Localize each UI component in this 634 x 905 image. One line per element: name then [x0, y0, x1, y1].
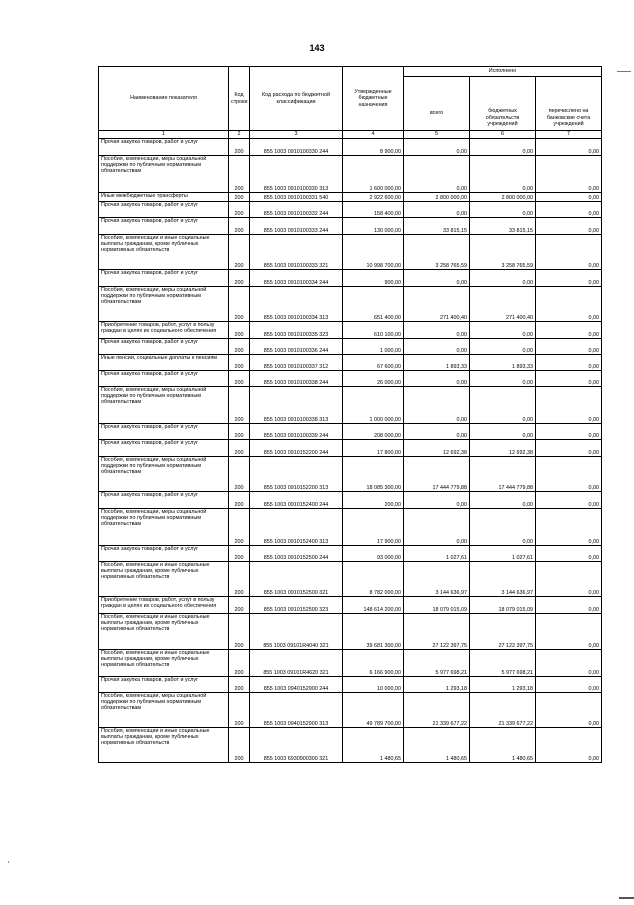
table-row: [99, 371, 602, 387]
budget-obligations-cell: 0,00: [470, 492, 536, 509]
approved-amount-cell: 651 400,00: [343, 287, 404, 322]
table-row: [99, 546, 602, 562]
scan-edge-mark: [617, 71, 631, 72]
table-row: [99, 424, 602, 440]
executed-total-cell: 21 339 677,22: [404, 693, 470, 728]
bank-accounts-cell: 0,00: [536, 202, 602, 218]
table-row: [99, 287, 602, 322]
column-number: 5: [404, 131, 470, 139]
column-number: 4: [343, 131, 404, 139]
line-code-cell: 200: [229, 440, 250, 457]
budget-obligations-cell: 21 339 677,22: [470, 693, 536, 728]
expense-code-cell: 855 1003 0910100330 244: [250, 139, 343, 156]
expense-code-cell: 855 1003 0910100332 244: [250, 202, 343, 218]
budget-obligations-cell: 271 400,40: [470, 287, 536, 322]
line-code-cell: 200: [229, 546, 250, 562]
budget-obligations-cell: 0,00: [470, 270, 536, 287]
table-row: [99, 728, 602, 763]
executed-total-cell: 1 027,61: [404, 546, 470, 562]
budget-obligations-cell: 1 293,18: [470, 677, 536, 693]
approved-amount-cell: 6 166 900,00: [343, 650, 404, 677]
line-code-cell: 200: [229, 597, 250, 614]
expense-code-cell: 855 1003 0940152900 244: [250, 677, 343, 693]
expense-code-cell: 855 1003 0910100334 244: [250, 270, 343, 287]
column-number: 2: [229, 131, 250, 139]
indicator-name-cell: Иные пенсии, социальные доплаты к пенсиям: [99, 355, 229, 371]
line-code-cell: 200: [229, 562, 250, 597]
line-code-cell: 200: [229, 387, 250, 424]
budget-obligations-cell: 18 079 015,09: [470, 597, 536, 614]
approved-amount-cell: 900,00: [343, 270, 404, 287]
bank-accounts-cell: 0,00: [536, 424, 602, 440]
bank-accounts-cell: 0,00: [536, 322, 602, 339]
table-row: [99, 156, 602, 193]
expense-code-cell: 855 1003 0910152400 244: [250, 492, 343, 509]
indicator-name-cell: Пособия, компенсации, меры социальной поддержки по публичным нормативным обязательствам: [99, 457, 229, 492]
table-row: [99, 440, 602, 457]
budget-obligations-cell: 1 027,61: [470, 546, 536, 562]
approved-amount-cell: 130 000,00: [343, 218, 404, 235]
line-code-cell: 200: [229, 287, 250, 322]
table-row: [99, 677, 602, 693]
executed-total-cell: 0,00: [404, 424, 470, 440]
executed-total-cell: 3 258 765,59: [404, 235, 470, 270]
expense-code-cell: 855 1003 0910100331 540: [250, 193, 343, 202]
indicator-name-cell: Прочая закупка товаров, работ и услуг: [99, 440, 229, 457]
line-code-cell: 200: [229, 202, 250, 218]
indicator-name-cell: Прочая закупка товаров, работ и услуг: [99, 424, 229, 440]
budget-obligations-cell: 0,00: [470, 424, 536, 440]
approved-amount-cell: 1 000,00: [343, 339, 404, 355]
line-code-cell: 200: [229, 371, 250, 387]
expense-code-cell: 855 1003 09101R4620 321: [250, 650, 343, 677]
table-row: [99, 193, 602, 202]
indicator-name-cell: Пособия, компенсации, меры социальной поддержки по публичным нормативным обязательствам: [99, 387, 229, 424]
bank-accounts-cell: 0,00: [536, 728, 602, 763]
page-number: 143: [309, 43, 325, 53]
budget-obligations-cell: 1 480,65: [470, 728, 536, 763]
scan-corner-mark: [619, 897, 634, 899]
indicator-name-cell: Приобретение товаров, работ, услуг в пользу граждан в целях их социального обеспечения: [99, 597, 229, 614]
column-number: 1: [99, 131, 229, 139]
table-row: [99, 562, 602, 597]
bank-accounts-cell: 0,00: [536, 457, 602, 492]
expense-code-cell: 855 1003 0910152500 321: [250, 562, 343, 597]
header-budget-obligations: бюджетных обязательств учреждений: [470, 77, 536, 131]
indicator-name-cell: Прочая закупка товаров, работ и услуг: [99, 339, 229, 355]
approved-amount-cell: 67 600,00: [343, 355, 404, 371]
line-code-cell: 200: [229, 339, 250, 355]
expense-code-cell: 855 1003 0910100334 313: [250, 287, 343, 322]
table-row: [99, 218, 602, 235]
executed-total-cell: 0,00: [404, 371, 470, 387]
approved-amount-cell: 10 000,00: [343, 677, 404, 693]
bank-accounts-cell: 0,00: [536, 156, 602, 193]
indicator-name-cell: Иные межбюджетные трансферты: [99, 193, 229, 202]
approved-amount-cell: 8 782 000,00: [343, 562, 404, 597]
line-code-cell: 200: [229, 728, 250, 763]
line-code-cell: 200: [229, 218, 250, 235]
budget-obligations-cell: 0,00: [470, 202, 536, 218]
indicator-name-cell: Пособия, компенсации, меры социальной поддержки по публичным нормативным обязательствам: [99, 287, 229, 322]
table-row: [99, 235, 602, 270]
bank-accounts-cell: 0,00: [536, 339, 602, 355]
approved-amount-cell: 18 085 300,00: [343, 457, 404, 492]
executed-total-cell: 12 692,38: [404, 440, 470, 457]
line-code-cell: 200: [229, 509, 250, 546]
bank-accounts-cell: 0,00: [536, 287, 602, 322]
executed-total-cell: 1 293,18: [404, 677, 470, 693]
executed-total-cell: 27 122 397,75: [404, 614, 470, 650]
line-code-cell: 200: [229, 614, 250, 650]
table-row: [99, 339, 602, 355]
executed-total-cell: 0,00: [404, 387, 470, 424]
budget-obligations-cell: 3 144 636,97: [470, 562, 536, 597]
expense-code-cell: 855 1003 0940152900 313: [250, 693, 343, 728]
expense-code-cell: 855 1003 0910152400 313: [250, 509, 343, 546]
indicator-name-cell: Пособия, компенсации и иные социальные выплаты гражданам, кроме публичных нормативных обязательств: [99, 235, 229, 270]
indicator-name-cell: Прочая закупка товаров, работ и услуг: [99, 202, 229, 218]
approved-amount-cell: 158 400,00: [343, 202, 404, 218]
executed-total-cell: 271 400,40: [404, 287, 470, 322]
indicator-name-cell: Прочая закупка товаров, работ и услуг: [99, 677, 229, 693]
header-indicator-name: Наименование показателя: [99, 67, 229, 131]
approved-amount-cell: 2 922 600,00: [343, 193, 404, 202]
expense-code-cell: 855 1003 0910100339 244: [250, 424, 343, 440]
executed-total-cell: 0,00: [404, 139, 470, 156]
bank-accounts-cell: 0,00: [536, 492, 602, 509]
approved-amount-cell: 148 614 200,00: [343, 597, 404, 614]
table-row: [99, 693, 602, 728]
budget-obligations-cell: 3 258 765,59: [470, 235, 536, 270]
table-row: [99, 509, 602, 546]
line-code-cell: 200: [229, 492, 250, 509]
line-code-cell: 200: [229, 235, 250, 270]
expense-code-cell: 855 1003 0910100330 313: [250, 156, 343, 193]
expense-code-cell: 855 1003 6930900300 321: [250, 728, 343, 763]
indicator-name-cell: Прочая закупка товаров, работ и услуг: [99, 139, 229, 156]
budget-obligations-cell: 0,00: [470, 509, 536, 546]
approved-amount-cell: 10 998 700,00: [343, 235, 404, 270]
header-expense-code: Код расхода по бюджетной классификации: [250, 67, 343, 131]
approved-amount-cell: 17 800,00: [343, 440, 404, 457]
bank-accounts-cell: 0,00: [536, 387, 602, 424]
indicator-name-cell: Прочая закупка товаров, работ и услуг: [99, 492, 229, 509]
bank-accounts-cell: 0,00: [536, 677, 602, 693]
executed-total-cell: 0,00: [404, 156, 470, 193]
expense-code-cell: 855 1003 0910100338 244: [250, 371, 343, 387]
approved-amount-cell: 1 000 000,00: [343, 387, 404, 424]
approved-amount-cell: 8 900,00: [343, 139, 404, 156]
bank-accounts-cell: 0,00: [536, 440, 602, 457]
approved-amount-cell: 39 681 300,00: [343, 614, 404, 650]
executed-total-cell: 17 444 779,88: [404, 457, 470, 492]
budget-obligations-cell: 27 122 397,75: [470, 614, 536, 650]
budget-obligations-cell: 0,00: [470, 156, 536, 193]
indicator-name-cell: Пособия, компенсации, меры социальной поддержки по публичным нормативным обязательствам: [99, 156, 229, 193]
budget-obligations-cell: 12 692,38: [470, 440, 536, 457]
column-number: 3: [250, 131, 343, 139]
line-code-cell: 200: [229, 322, 250, 339]
table-row: [99, 614, 602, 650]
expense-code-cell: 855 1003 0910100333 321: [250, 235, 343, 270]
bank-accounts-cell: 0,00: [536, 371, 602, 387]
expense-code-cell: 855 1003 0910100337 312: [250, 355, 343, 371]
table-row: [99, 322, 602, 339]
budget-obligations-cell: 0,00: [470, 371, 536, 387]
bank-accounts-cell: 0,00: [536, 193, 602, 202]
indicator-name-cell: Пособия, компенсации, меры социальной поддержки по публичным нормативным обязательствам: [99, 693, 229, 728]
bank-accounts-cell: 0,00: [536, 562, 602, 597]
header-executed-total: всего: [404, 77, 470, 131]
table-row: [99, 355, 602, 371]
line-code-cell: 200: [229, 693, 250, 728]
indicator-name-cell: Пособия, компенсации, меры социальной поддержки по публичным нормативным обязательствам: [99, 509, 229, 546]
bank-accounts-cell: 0,00: [536, 693, 602, 728]
table-row: [99, 492, 602, 509]
bank-accounts-cell: 0,00: [536, 597, 602, 614]
budget-obligations-cell: 17 444 779,88: [470, 457, 536, 492]
budget-obligations-cell: 0,00: [470, 322, 536, 339]
approved-amount-cell: 610 100,00: [343, 322, 404, 339]
approved-amount-cell: 26 000,00: [343, 371, 404, 387]
executed-total-cell: 0,00: [404, 339, 470, 355]
line-code-cell: 200: [229, 193, 250, 202]
executed-total-cell: 1 893,33: [404, 355, 470, 371]
header-line-code: Код строки: [229, 67, 250, 131]
table-row: [99, 139, 602, 156]
bank-accounts-cell: 0,00: [536, 270, 602, 287]
executed-total-cell: 0,00: [404, 509, 470, 546]
bank-accounts-cell: 0,00: [536, 614, 602, 650]
budget-execution-table: [98, 66, 602, 763]
bank-accounts-cell: 0,00: [536, 546, 602, 562]
header-executed: Исполнено: [404, 67, 602, 77]
table-row: [99, 202, 602, 218]
indicator-name-cell: Приобретение товаров, работ, услуг в пользу граждан в целях их социального обеспечения: [99, 322, 229, 339]
indicator-name-cell: Прочая закупка товаров, работ и услуг: [99, 371, 229, 387]
approved-amount-cell: 1 480,65: [343, 728, 404, 763]
header-bank-accounts: перечислено на банковские счета учреждений: [536, 77, 602, 131]
indicator-name-cell: Прочая закупка товаров, работ и услуг: [99, 546, 229, 562]
executed-total-cell: 0,00: [404, 270, 470, 287]
executed-total-cell: 33 815,15: [404, 218, 470, 235]
header-approved: Утвержденные бюджетные назначения: [343, 67, 404, 131]
bank-accounts-cell: 0,00: [536, 355, 602, 371]
approved-amount-cell: 1 600 000,00: [343, 156, 404, 193]
executed-total-cell: 2 800 000,00: [404, 193, 470, 202]
column-number: 7: [536, 131, 602, 139]
table-row: [99, 457, 602, 492]
expense-code-cell: 855 1003 0910100336 244: [250, 339, 343, 355]
bank-accounts-cell: 0,00: [536, 218, 602, 235]
budget-obligations-cell: 0,00: [470, 339, 536, 355]
line-code-cell: 200: [229, 270, 250, 287]
expense-code-cell: 855 1003 0910100335 323: [250, 322, 343, 339]
table-row: [99, 597, 602, 614]
budget-obligations-cell: 0,00: [470, 387, 536, 424]
table-row: [99, 650, 602, 677]
indicator-name-cell: Пособия, компенсации и иные социальные выплаты гражданам, кроме публичных нормативных обязательств: [99, 650, 229, 677]
line-code-cell: 200: [229, 677, 250, 693]
approved-amount-cell: 93 000,00: [343, 546, 404, 562]
budget-obligations-cell: 1 893,33: [470, 355, 536, 371]
executed-total-cell: 1 480,65: [404, 728, 470, 763]
executed-total-cell: 3 144 636,97: [404, 562, 470, 597]
executed-total-cell: 0,00: [404, 202, 470, 218]
expense-code-cell: 855 1003 0910152500 323: [250, 597, 343, 614]
approved-amount-cell: 49 789 700,00: [343, 693, 404, 728]
expense-code-cell: 855 1003 09101R4040 321: [250, 614, 343, 650]
line-code-cell: 200: [229, 424, 250, 440]
column-number-row: [99, 131, 602, 139]
line-code-cell: 200: [229, 650, 250, 677]
line-code-cell: 200: [229, 355, 250, 371]
executed-total-cell: 0,00: [404, 492, 470, 509]
expense-code-cell: 855 1003 0910152500 244: [250, 546, 343, 562]
scan-dust-mark: [8, 861, 9, 863]
table-row: [99, 387, 602, 424]
bank-accounts-cell: 0,00: [536, 509, 602, 546]
bank-accounts-cell: 0,00: [536, 235, 602, 270]
indicator-name-cell: Прочая закупка товаров, работ и услуг: [99, 270, 229, 287]
bank-accounts-cell: 0,00: [536, 139, 602, 156]
executed-total-cell: 5 977 698,21: [404, 650, 470, 677]
approved-amount-cell: 208 000,00: [343, 424, 404, 440]
indicator-name-cell: Пособия, компенсации и иные социальные выплаты гражданам, кроме публичных нормативных обязательств: [99, 728, 229, 763]
indicator-name-cell: Пособия, компенсации и иные социальные выплаты гражданам, кроме публичных нормативных обязательств: [99, 562, 229, 597]
indicator-name-cell: Прочая закупка товаров, работ и услуг: [99, 218, 229, 235]
approved-amount-cell: 200,00: [343, 492, 404, 509]
table-row: [99, 270, 602, 287]
executed-total-cell: 0,00: [404, 322, 470, 339]
expense-code-cell: 855 1003 0910100338 313: [250, 387, 343, 424]
line-code-cell: 200: [229, 156, 250, 193]
expense-code-cell: 855 1003 0910100333 244: [250, 218, 343, 235]
budget-obligations-cell: 5 977 698,21: [470, 650, 536, 677]
budget-obligations-cell: 0,00: [470, 139, 536, 156]
line-code-cell: 200: [229, 457, 250, 492]
indicator-name-cell: Пособия, компенсации и иные социальные выплаты гражданам, кроме публичных нормативных обязательств: [99, 614, 229, 650]
line-code-cell: 200: [229, 139, 250, 156]
executed-total-cell: 18 079 015,09: [404, 597, 470, 614]
bank-accounts-cell: 0,00: [536, 650, 602, 677]
expense-code-cell: 855 1003 0910152200 313: [250, 457, 343, 492]
budget-obligations-cell: 33 815,15: [470, 218, 536, 235]
budget-obligations-cell: 2 800 000,00: [470, 193, 536, 202]
column-number: 6: [470, 131, 536, 139]
approved-amount-cell: 17 900,00: [343, 509, 404, 546]
expense-code-cell: 855 1003 0910152200 244: [250, 440, 343, 457]
